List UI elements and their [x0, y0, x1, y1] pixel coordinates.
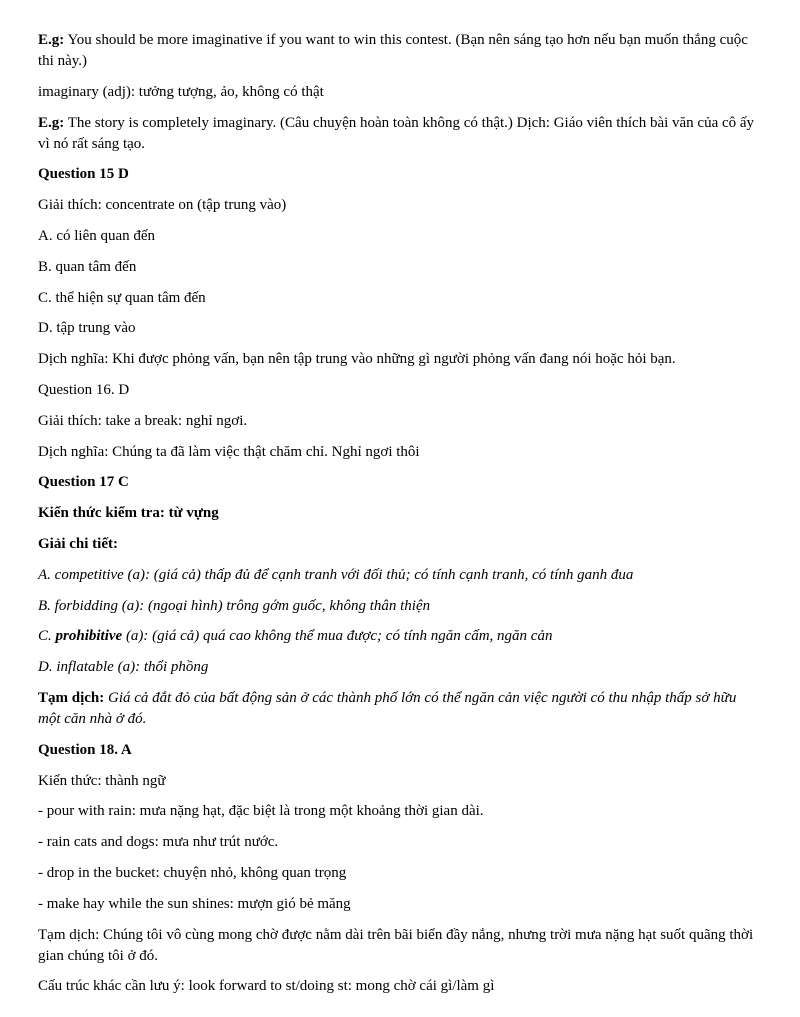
- translation: Dịch nghĩa: Khi được phỏng vấn, bạn nên tập trung vào những gì người phỏng vấn đang nói hoặc hỏi bạn.: [38, 351, 676, 368]
- example-label: E.g:: [38, 114, 65, 131]
- question-heading: [38, 740, 762, 761]
- translation: Tạm dịch: Chúng tôi vô cùng mong chờ được nằm dài trên bãi biển đầy nắng, nhưng trời mưa nặng hạt suốt quãng thời gian chúng tôi ở đó.: [38, 926, 754, 964]
- idiom-item: - pour with rain: mưa nặng hạt, đặc biệt là trong một khoảng thời gian dài.: [38, 803, 484, 820]
- option-b: [38, 596, 762, 617]
- translation-text: Giá cả đắt đỏ của bất động sản ở các thành phố lớn có thể ngăn cản việc người có thu nhập thấp sở hữu một căn nhà ở đó.: [38, 689, 737, 727]
- question-heading: [38, 472, 762, 493]
- example-label: E.g:: [38, 32, 65, 48]
- translation-label: Tạm dịch:: [38, 689, 105, 706]
- option-a: A. có liên quan đến: [38, 227, 156, 244]
- topic-label: Kiến thức kiểm tra: từ vựng: [38, 505, 219, 522]
- vocab-definition: imaginary (adj): tưởng tượng, ảo, không có thật: [38, 83, 324, 100]
- question-18-title: Question 18. A: [38, 741, 132, 758]
- option-b: B. quan tâm đến: [38, 258, 137, 275]
- answer-word: prohibitive: [55, 628, 123, 645]
- example-sentence: [38, 113, 762, 155]
- option-c-rest: (a): (giá cả) quá cao không thể mua được; có tính ngăn cấm, ngăn cản: [122, 628, 553, 645]
- question-heading: Question 16. D: [38, 381, 130, 398]
- option-d: [38, 657, 762, 678]
- option-c-prefix: C.: [38, 628, 56, 645]
- explanation: Giải thích: concentrate on (tập trung vào): [38, 197, 287, 214]
- question-15-title: Question 15 D: [38, 166, 129, 183]
- option-d: D. tập trung vào: [38, 320, 136, 337]
- topic: [38, 503, 762, 524]
- option-c: C. thể hiện sự quan tâm đến: [38, 289, 206, 306]
- detail-label: Giải chi tiết:: [38, 535, 118, 552]
- question-heading: [38, 164, 762, 185]
- topic: Kiến thức: thành ngữ: [38, 772, 166, 789]
- explanation: Giải thích: take a break: nghỉ ngơi.: [38, 412, 248, 429]
- option-a-text: A. competitive (a): (giá cả) thấp đủ để cạnh tranh với đối thủ; có tính cạnh tranh, có tính ganh đua: [38, 566, 634, 583]
- option-c: [38, 626, 762, 647]
- idiom-item: - make hay while the sun shines: mượn gió bẻ măng: [38, 895, 351, 912]
- example-text: The story is completely imaginary. (Câu chuyện hoàn toàn không có thật.) Dịch: Giáo viên thích bài văn của cô ấy vì nó rất sáng tạo.: [38, 114, 755, 152]
- idiom-item: - rain cats and dogs: mưa như trút nước.: [38, 834, 279, 851]
- detail-heading: [38, 534, 762, 555]
- translation: Dịch nghĩa: Chúng ta đã làm việc thật chăm chỉ. Nghỉ ngơi thôi: [38, 443, 420, 460]
- example-text: You should be more imaginative if you want to win this contest. (Bạn nên sáng tạo hơn nếu bạn muốn thắng cuộc thi này.): [38, 32, 748, 69]
- option-c-text: [38, 628, 552, 644]
- example-sentence: [38, 30, 762, 72]
- question-17-title: Question 17 C: [38, 474, 129, 491]
- option-d-text: D. inflatable (a): thổi phồng: [38, 659, 209, 676]
- translation: [38, 688, 762, 730]
- option-a: [38, 565, 762, 586]
- idiom-item: - drop in the bucket: chuyện nhỏ, không quan trọng: [38, 864, 347, 881]
- option-b-text: B. forbidding (a): (ngoại hình) trông gớm guốc, không thân thiện: [38, 597, 431, 614]
- structure-note: Cấu trúc khác cần lưu ý: look forward to st/doing st: mong chờ cái gì/làm gì: [38, 978, 495, 995]
